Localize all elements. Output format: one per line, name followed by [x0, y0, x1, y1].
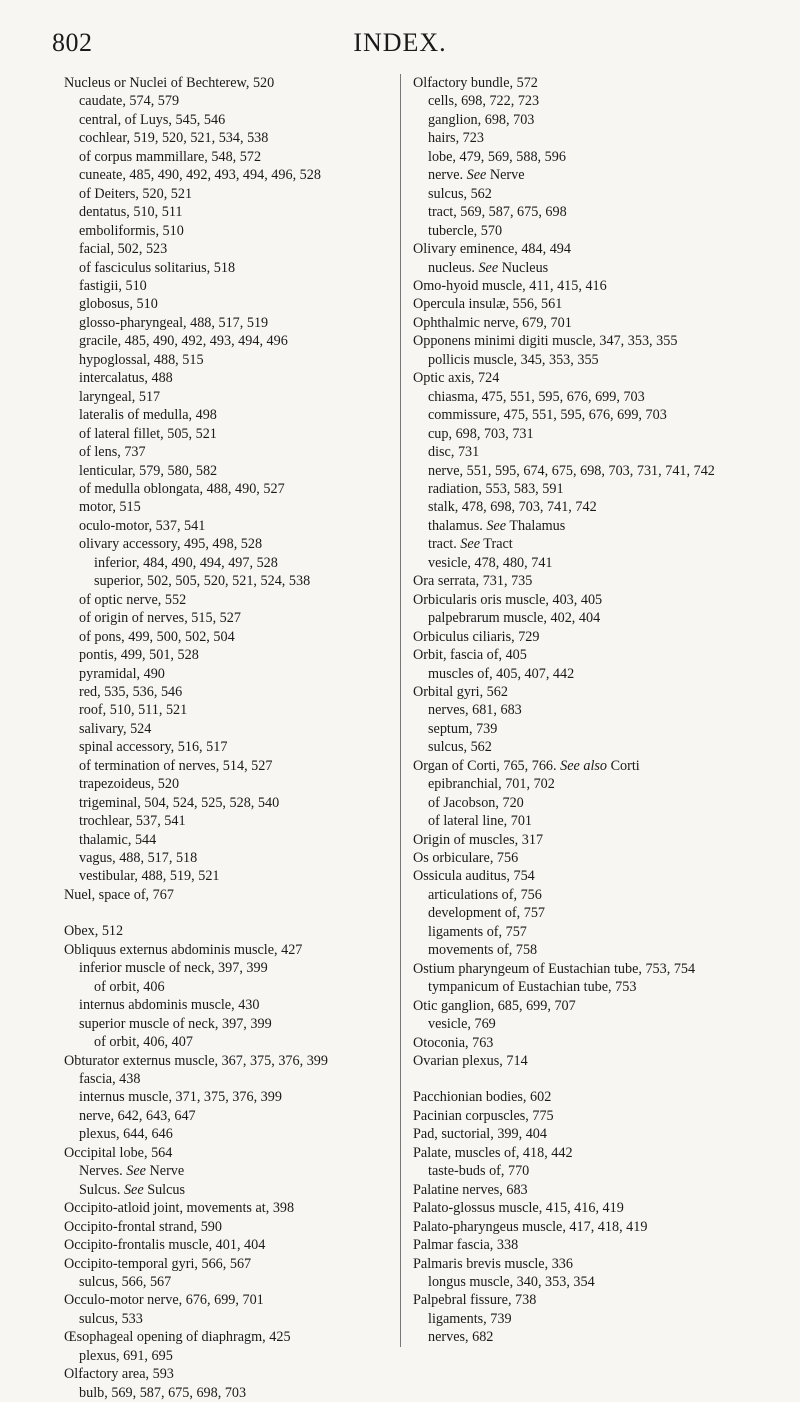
see-reference-target: Corti	[610, 757, 640, 774]
index-subentry	[64, 849, 384, 867]
entry-text: Optic axis, 724	[413, 370, 500, 387]
entry-text: Palpebral fissure, 738	[413, 1292, 537, 1309]
index-heading	[413, 240, 771, 258]
entry-text: Ovarian plexus, 714	[413, 1053, 528, 1070]
index-heading	[64, 1199, 384, 1217]
entry-text: nerve, 642, 643, 647	[79, 1107, 196, 1124]
entry-text: Occulo-motor nerve, 676, 699, 701	[64, 1292, 264, 1309]
entry-text: nerves, 681, 683	[428, 702, 522, 719]
entry-text: sulcus, 562	[428, 739, 492, 756]
index-subentry	[413, 665, 771, 683]
entry-text: epibranchial, 701, 702	[428, 776, 555, 793]
index-subentry	[64, 1015, 384, 1033]
see-reference-target: Tract	[483, 536, 513, 553]
entry-text: trigeminal, 504, 524, 525, 528, 540	[79, 794, 280, 811]
entry-text: of lateral fillet, 505, 521	[79, 425, 217, 442]
index-heading	[413, 591, 771, 609]
entry-text: olivary accessory, 495, 498, 528	[79, 536, 263, 553]
entry-text: of Deiters, 520, 521	[79, 185, 193, 202]
index-heading	[413, 1107, 771, 1125]
index-subentry	[413, 480, 771, 498]
index-subentry	[413, 701, 771, 719]
index-subentry	[64, 1088, 384, 1106]
entry-text: Obturator externus muscle, 367, 375, 376, 399	[64, 1052, 328, 1069]
entry-text: Ophthalmic nerve, 679, 701	[413, 314, 572, 331]
entry-text: pollicis muscle, 345, 353, 355	[428, 351, 599, 368]
entry-text: of orbit, 406, 407	[94, 1034, 193, 1051]
entry-text: Œsophageal opening of diaphragm, 425	[64, 1329, 291, 1346]
index-column-right	[400, 74, 771, 1347]
entry-text: pontis, 499, 501, 528	[79, 647, 199, 664]
entry-text: of lens, 737	[79, 444, 146, 461]
entry-text: Orbicularis oris muscle, 403, 405	[413, 591, 603, 608]
index-heading	[413, 867, 771, 885]
entry-text: central, of Luys, 545, 546	[79, 111, 226, 128]
index-heading	[413, 1052, 771, 1070]
entry-text: taste-buds of, 770	[428, 1163, 530, 1180]
index-subentry	[413, 462, 771, 480]
index-heading	[413, 1125, 771, 1143]
entry-text: Olfactory bundle, 572	[413, 75, 538, 91]
entry-text: Occipital lobe, 564	[64, 1144, 173, 1161]
entry-text: fascia, 438	[79, 1071, 141, 1088]
entry-text: lateralis of medulla, 498	[79, 407, 217, 424]
entry-text: of termination of nerves, 514, 527	[79, 757, 273, 774]
entry-text: Obex, 512	[64, 923, 124, 940]
index-subentry	[64, 332, 384, 350]
entry-text: ligaments, 739	[428, 1310, 512, 1327]
index-heading	[413, 1088, 771, 1106]
see-reference-label: See	[466, 167, 487, 184]
see-reference-label: See	[123, 1181, 144, 1198]
index-heading	[64, 1236, 384, 1254]
entry-text: gracile, 485, 490, 492, 493, 494, 496	[79, 333, 288, 350]
entry-text: nucleus.	[428, 259, 475, 276]
index-subentry	[64, 425, 384, 443]
index-heading	[413, 74, 771, 92]
index-subentry	[64, 351, 384, 369]
index-subentry	[64, 1070, 384, 1088]
entry-text: lobe, 479, 569, 588, 596	[428, 148, 566, 165]
index-subentry	[413, 1310, 771, 1328]
entry-text: Occipito-frontalis muscle, 401, 404	[64, 1237, 266, 1254]
entry-text: hairs, 723	[428, 130, 484, 147]
entry-text: articulations of, 756	[428, 886, 542, 903]
index-subentry	[64, 646, 384, 664]
index-subentry	[64, 757, 384, 775]
entry-text: thalamic, 544	[79, 831, 157, 848]
entry-text: Pacinian corpuscles, 775	[413, 1107, 554, 1124]
entry-text: plexus, 644, 646	[79, 1126, 173, 1143]
index-subentry	[413, 535, 771, 553]
entry-text: superior, 502, 505, 520, 521, 524, 538	[94, 573, 311, 590]
entry-text: glosso-pharyngeal, 488, 517, 519	[79, 314, 269, 331]
index-subentry	[413, 738, 771, 756]
entry-text: tubercle, 570	[428, 222, 503, 239]
index-subentry	[64, 720, 384, 738]
index-heading	[413, 997, 771, 1015]
index-heading	[413, 683, 771, 701]
index-subentry	[64, 480, 384, 498]
index-subentry	[64, 295, 384, 313]
index-subentry	[64, 683, 384, 701]
entry-text: spinal accessory, 516, 517	[79, 739, 228, 756]
entry-text: cuneate, 485, 490, 492, 493, 494, 496, 528	[79, 167, 321, 184]
index-subentry	[64, 129, 384, 147]
entry-text: cup, 698, 703, 731	[428, 425, 534, 442]
index-subentry	[413, 111, 771, 129]
entry-text: Occipito-atloid joint, movements at, 398	[64, 1200, 295, 1217]
letter-section-gap	[64, 904, 384, 922]
index-subentry	[64, 812, 384, 830]
index-subentry	[64, 628, 384, 646]
entry-text: Otoconia, 763	[413, 1034, 494, 1051]
index-subentry	[64, 978, 384, 996]
index-subentry	[64, 1384, 384, 1402]
entry-text: sulcus, 562	[428, 185, 492, 202]
see-reference-target: Thalamus	[509, 517, 566, 534]
entry-text: of Jacobson, 720	[428, 794, 524, 811]
entry-text: Pad, suctorial, 399, 404	[413, 1126, 547, 1143]
entry-text: Obliquus externus abdominis muscle, 427	[64, 941, 303, 958]
index-heading	[413, 277, 771, 295]
index-subentry	[64, 831, 384, 849]
index-subentry	[64, 959, 384, 977]
index-subentry	[413, 166, 771, 184]
entry-text: salivary, 524	[79, 720, 152, 737]
index-heading	[413, 1144, 771, 1162]
index-subentry	[413, 1328, 771, 1346]
index-heading	[413, 628, 771, 646]
index-subentry	[64, 794, 384, 812]
index-subentry	[413, 609, 771, 627]
entry-text: Nuel, space of, 767	[64, 886, 174, 903]
index-subentry	[413, 185, 771, 203]
index-subentry	[64, 609, 384, 627]
entry-text: globosus, 510	[79, 296, 158, 313]
entry-text: Nucleus or Nuclei of Bechterew, 520	[64, 75, 275, 91]
index-subentry	[64, 1033, 384, 1051]
index-heading	[64, 1328, 384, 1346]
entry-text: Opercula insulæ, 556, 561	[413, 296, 563, 313]
entry-text: Palmaris brevis muscle, 336	[413, 1255, 573, 1272]
entry-text: cells, 698, 722, 723	[428, 93, 540, 110]
entry-text: Orbiculus ciliaris, 729	[413, 628, 540, 645]
entry-text: of pons, 499, 500, 502, 504	[79, 628, 235, 645]
index-subentry	[64, 867, 384, 885]
index-subentry	[413, 978, 771, 996]
see-reference-label: See also	[560, 757, 608, 774]
entry-text: emboliformis, 510	[79, 222, 184, 239]
entry-text: internus muscle, 371, 375, 376, 399	[79, 1089, 282, 1106]
index-heading	[413, 1218, 771, 1236]
index-heading	[413, 369, 771, 387]
entry-text: Omo-hyoid muscle, 411, 415, 416	[413, 277, 607, 294]
index-subentry	[413, 388, 771, 406]
entry-text: vagus, 488, 517, 518	[79, 850, 198, 867]
entry-text: superior muscle of neck, 397, 399	[79, 1015, 272, 1032]
index-subentry	[413, 406, 771, 424]
entry-text: of orbit, 406	[94, 978, 165, 995]
index-subentry	[64, 1125, 384, 1143]
page-number: 802	[52, 28, 93, 57]
entry-text: radiation, 553, 583, 591	[428, 480, 564, 497]
entry-text: fastigii, 510	[79, 277, 147, 294]
entry-text: Os orbiculare, 756	[413, 850, 519, 867]
entry-text: facial, 502, 523	[79, 241, 168, 258]
entry-text: plexus, 691, 695	[79, 1347, 173, 1364]
entry-text: Palate, muscles of, 418, 442	[413, 1144, 573, 1161]
index-subentry	[64, 701, 384, 719]
index-heading	[64, 74, 384, 92]
index-subentry	[413, 517, 771, 535]
index-subentry	[413, 351, 771, 369]
entry-text: Otic ganglion, 685, 699, 707	[413, 997, 576, 1014]
entry-text: movements of, 758	[428, 942, 538, 959]
running-title: INDEX.	[353, 28, 447, 57]
entry-text: intercalatus, 488	[79, 370, 173, 387]
entry-text: of optic nerve, 552	[79, 591, 187, 608]
index-subentry	[413, 775, 771, 793]
index-subentry	[64, 1273, 384, 1291]
index-subentry	[64, 185, 384, 203]
entry-text: dentatus, 510, 511	[79, 204, 183, 221]
index-subentry	[413, 222, 771, 240]
entry-text: of lateral line, 701	[428, 813, 533, 830]
entry-text: caudate, 574, 579	[79, 93, 180, 110]
entry-text: vestibular, 488, 519, 521	[79, 868, 220, 885]
index-heading	[64, 922, 384, 940]
entry-text: of corpus mammillare, 548, 572	[79, 148, 262, 165]
entry-text: Palato-pharyngeus muscle, 417, 418, 419	[413, 1218, 648, 1235]
entry-text: stalk, 478, 698, 703, 741, 742	[428, 499, 597, 516]
index-subentry	[413, 148, 771, 166]
see-reference-label: See	[486, 517, 507, 534]
index-heading	[413, 849, 771, 867]
index-subentry	[64, 665, 384, 683]
index-subentry	[64, 775, 384, 793]
entry-text: red, 535, 536, 546	[79, 683, 183, 700]
index-subentry	[413, 941, 771, 959]
page-header	[0, 0, 800, 60]
entry-text: chiasma, 475, 551, 595, 676, 699, 703	[428, 388, 645, 405]
letter-section-gap	[413, 1070, 771, 1088]
entry-text: Palato-glossus muscle, 415, 416, 419	[413, 1200, 624, 1217]
entry-text: tract.	[428, 536, 457, 553]
entry-text: Orbit, fascia of, 405	[413, 647, 527, 664]
index-heading	[64, 1144, 384, 1162]
entry-text: Palmar fascia, 338	[413, 1237, 519, 1254]
index-subentry	[413, 443, 771, 461]
index-heading	[413, 646, 771, 664]
index-subentry	[64, 406, 384, 424]
index-subentry	[413, 1162, 771, 1180]
entry-text: of fasciculus solitarius, 518	[79, 259, 236, 276]
entry-text: inferior muscle of neck, 397, 399	[79, 960, 268, 977]
index-subentry	[64, 738, 384, 756]
index-heading	[413, 831, 771, 849]
entry-text: Occipito-temporal gyri, 566, 567	[64, 1255, 252, 1272]
index-heading	[64, 1052, 384, 1070]
index-heading	[413, 314, 771, 332]
entry-text: septum, 739	[428, 720, 498, 737]
index-heading	[413, 295, 771, 313]
index-column-left	[64, 74, 384, 1402]
entry-text: Nerves.	[79, 1163, 123, 1180]
index-heading	[64, 1255, 384, 1273]
index-heading	[64, 886, 384, 904]
index-subentry	[64, 554, 384, 572]
index-subentry	[413, 259, 771, 277]
index-subentry	[413, 1273, 771, 1291]
entry-text: nerve, 551, 595, 674, 675, 698, 703, 731, 741, 742	[428, 462, 715, 479]
index-subentry	[64, 498, 384, 516]
entry-text: sulcus, 533	[79, 1310, 143, 1327]
index-subentry	[64, 92, 384, 110]
index-heading	[64, 1291, 384, 1309]
index-subentry	[64, 535, 384, 553]
entry-text: vesicle, 769	[428, 1016, 496, 1033]
see-reference-target: Nerve	[149, 1163, 185, 1180]
index-subentry	[413, 720, 771, 738]
see-reference-target: Sulcus	[147, 1181, 186, 1198]
index-subentry	[64, 203, 384, 221]
index-heading	[413, 960, 771, 978]
index-subentry	[64, 572, 384, 590]
index-subentry	[64, 996, 384, 1014]
entry-text: commissure, 475, 551, 595, 676, 699, 703	[428, 407, 667, 424]
entry-text: lenticular, 579, 580, 582	[79, 462, 218, 479]
entry-text: tract, 569, 587, 675, 698	[428, 204, 567, 221]
index-subentry	[413, 886, 771, 904]
entry-text: vesicle, 478, 480, 741	[428, 554, 553, 571]
entry-text: Ossicula auditus, 754	[413, 868, 535, 885]
entry-text: Pacchionian bodies, 602	[413, 1089, 552, 1106]
index-subentry	[64, 148, 384, 166]
index-subentry	[64, 1181, 384, 1199]
index-heading	[413, 1291, 771, 1309]
index-subentry	[413, 425, 771, 443]
index-heading	[413, 1236, 771, 1254]
index-heading	[64, 1218, 384, 1236]
entry-text: Orbital gyri, 562	[413, 683, 508, 700]
see-reference-target: Nerve	[489, 167, 525, 184]
index-subentry	[64, 240, 384, 258]
entry-text: Occipito-frontal strand, 590	[64, 1218, 222, 1235]
entry-text: roof, 510, 511, 521	[79, 702, 188, 719]
see-reference-label: See	[460, 536, 480, 553]
index-subentry	[64, 1107, 384, 1125]
index-subentry	[413, 203, 771, 221]
index-subentry	[64, 314, 384, 332]
index-subentry	[64, 259, 384, 277]
see-reference-label: See	[126, 1163, 146, 1180]
index-subentry	[413, 129, 771, 147]
entry-text: internus abdominis muscle, 430	[79, 997, 260, 1014]
index-subentry	[64, 1310, 384, 1328]
index-subentry	[64, 111, 384, 129]
entry-text: nerves, 682	[428, 1329, 494, 1346]
index-subentry	[64, 591, 384, 609]
entry-text: Organ of Corti, 765, 766.	[413, 757, 557, 774]
entry-text: Ostium pharyngeum of Eustachian tube, 753, 754	[413, 960, 696, 977]
entry-text: sulcus, 566, 567	[79, 1274, 172, 1290]
index-heading	[64, 1365, 384, 1383]
entry-text: thalamus.	[428, 517, 483, 534]
entry-text: Ora serrata, 731, 735	[413, 573, 533, 590]
index-subentry	[64, 166, 384, 184]
entry-text: Opponens minimi digiti muscle, 347, 353, 355	[413, 333, 678, 350]
index-subentry	[64, 462, 384, 480]
index-subentry	[413, 498, 771, 516]
index-heading	[64, 941, 384, 959]
entry-text: ligaments of, 757	[428, 923, 527, 940]
index-subentry	[413, 794, 771, 812]
index-subentry	[413, 1015, 771, 1033]
index-subentry	[413, 92, 771, 110]
index-subentry	[64, 222, 384, 240]
entry-text: Palatine nerves, 683	[413, 1181, 528, 1198]
entry-text: Olfactory area, 593	[64, 1366, 174, 1383]
index-subentry	[64, 369, 384, 387]
index-subentry	[413, 812, 771, 830]
entry-text: tympanicum of Eustachian tube, 753	[428, 979, 637, 996]
entry-text: of origin of nerves, 515, 527	[79, 610, 241, 627]
index-heading	[413, 757, 771, 775]
entry-text: Sulcus.	[79, 1181, 121, 1198]
entry-text: muscles of, 405, 407, 442	[428, 665, 575, 682]
index-heading	[413, 1255, 771, 1273]
index-subentry	[64, 388, 384, 406]
entry-text: hypoglossal, 488, 515	[79, 351, 204, 368]
entry-text: ganglion, 698, 703	[428, 111, 535, 128]
entry-text: oculo-motor, 537, 541	[79, 517, 206, 534]
index-subentry	[413, 554, 771, 572]
entry-text: Olivary eminence, 484, 494	[413, 241, 571, 258]
entry-text: bulb, 569, 587, 675, 698, 703	[79, 1384, 247, 1401]
index-heading	[413, 332, 771, 350]
entry-text: development of, 757	[428, 905, 546, 922]
entry-text: of medulla oblongata, 488, 490, 527	[79, 480, 285, 497]
index-heading	[413, 1181, 771, 1199]
entry-text: motor, 515	[79, 499, 141, 516]
index-subentry	[413, 904, 771, 922]
entry-text: trochlear, 537, 541	[79, 813, 186, 830]
entry-text: Origin of muscles, 317	[413, 831, 544, 848]
see-reference-target: Nucleus	[501, 259, 549, 276]
index-subentry	[413, 923, 771, 941]
entry-text: laryngeal, 517	[79, 388, 161, 405]
index-subentry	[64, 277, 384, 295]
index-subentry	[64, 443, 384, 461]
index-subentry	[64, 1162, 384, 1180]
entry-text: inferior, 484, 490, 494, 497, 528	[94, 554, 278, 571]
index-heading	[413, 1034, 771, 1052]
entry-text: cochlear, 519, 520, 521, 534, 538	[79, 130, 269, 147]
index-heading	[413, 1199, 771, 1217]
index-subentry	[64, 517, 384, 535]
index-subentry	[64, 1347, 384, 1365]
entry-text: pyramidal, 490	[79, 665, 165, 682]
entry-text: disc, 731	[428, 444, 480, 461]
entry-text: longus muscle, 340, 353, 354	[428, 1274, 595, 1290]
entry-text: nerve.	[428, 167, 464, 184]
entry-text: palpebrarum muscle, 402, 404	[428, 610, 601, 627]
entry-text: trapezoideus, 520	[79, 776, 180, 793]
index-heading	[413, 572, 771, 590]
see-reference-label: See	[478, 259, 499, 276]
